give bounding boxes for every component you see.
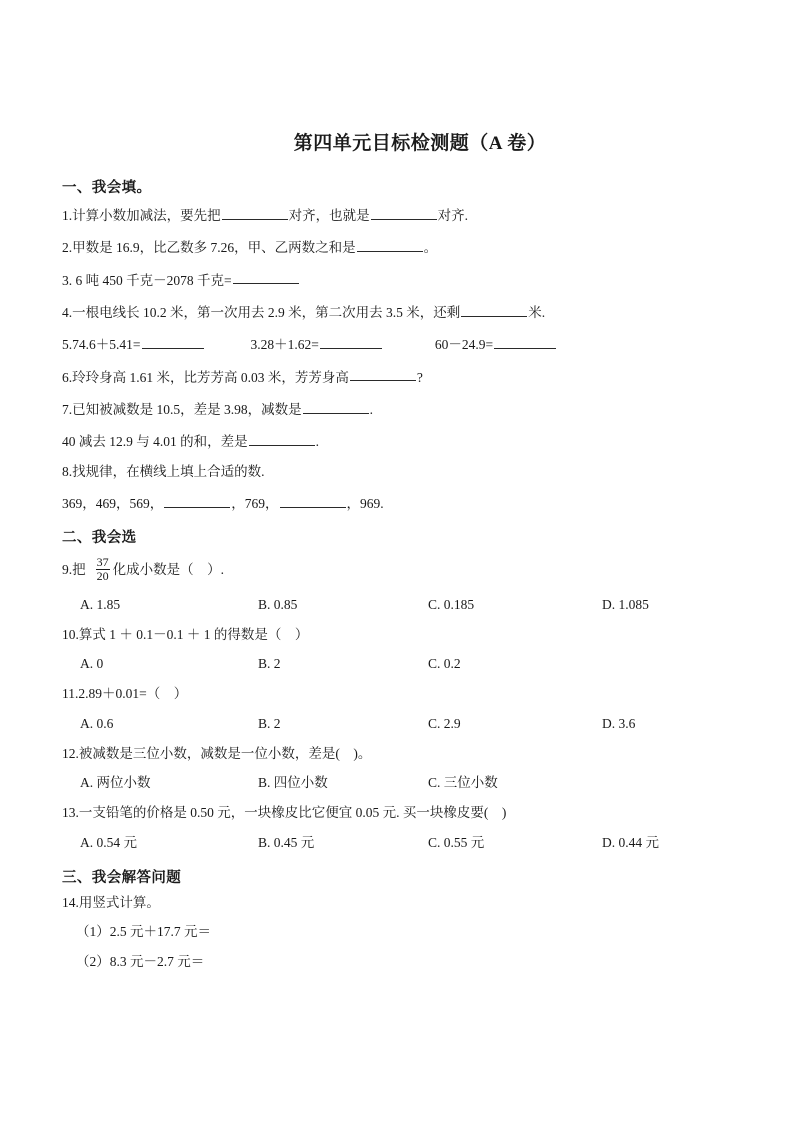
question-5-part3: 60－24.9= <box>434 337 494 353</box>
answer-blank[interactable] <box>280 494 346 508</box>
question-9-suffix: 化成小数是（ ）. <box>112 562 224 578</box>
answer-blank[interactable] <box>164 494 230 508</box>
answer-blank[interactable] <box>303 400 369 414</box>
option-c[interactable]: C. 0.2 <box>428 656 461 672</box>
option-d[interactable]: D. 1.085 <box>602 596 649 612</box>
answer-blank[interactable] <box>350 368 416 382</box>
question-8-text: 8.找规律，在横线上填上合适的数. <box>62 463 265 479</box>
question-8-sequence <box>62 494 752 510</box>
answer-blank[interactable] <box>371 206 437 220</box>
question-8 <box>62 465 752 479</box>
question-6-suffix: ? <box>416 369 423 385</box>
question-7b-text: 40 减去 12.9 与 4.01 的和，差是 <box>62 434 248 449</box>
answer-blank[interactable] <box>357 238 423 252</box>
option-d[interactable]: D. 0.44 元 <box>602 834 659 850</box>
question-12: 12.被减数是三位小数，减数是一位小数，差是( )。 <box>62 745 372 761</box>
question-2-text: 2.甲数是 16.9，比乙数多 7.26，甲、乙两数之和是 <box>62 240 356 256</box>
options-row-q12 <box>62 776 752 791</box>
question-1-suffix: 对齐. <box>437 207 468 223</box>
option-a[interactable]: A. 1.85 <box>80 596 121 612</box>
question-9-prefix: 9.把 <box>62 562 86 578</box>
option-c[interactable]: C. 0.55 元 <box>428 834 485 850</box>
section-heading-fill-in: 一、我会填。 <box>62 180 152 196</box>
answer-blank[interactable] <box>233 271 299 285</box>
answer-blank[interactable] <box>142 335 204 349</box>
question-9 <box>62 556 752 581</box>
section-heading-problem-solving: 三、我会解答问题 <box>62 869 182 886</box>
options-row-q10 <box>62 657 752 672</box>
fraction-numerator: 37 <box>96 555 109 570</box>
question-2-suffix: 。 <box>423 240 438 256</box>
sequence-part1: 369，469，569， <box>62 495 164 511</box>
question-4 <box>62 303 752 319</box>
option-b[interactable]: B. 2 <box>258 656 281 672</box>
question-7b-suffix: . <box>315 434 319 449</box>
sequence-part2: ，769， <box>231 495 279 511</box>
answer-blank[interactable] <box>494 335 556 349</box>
worksheet-body <box>62 176 752 984</box>
question-1-prefix: 1.计算小数加减法，要先把 <box>62 207 221 223</box>
question-6 <box>62 368 752 384</box>
option-c[interactable]: C. 0.185 <box>428 596 475 612</box>
question-13: 13.一支铅笔的价格是 0.50 元，一块橡皮比它便宜 0.05 元. 买一块橡皮要( ) <box>62 805 507 821</box>
page-title: 第四单元目标检测题（A 卷） <box>293 133 547 154</box>
section-heading-multiple-choice: 二、我会选 <box>62 530 137 547</box>
question-14-part-1: （1）2.5 元＋17.7 元＝ <box>76 924 211 940</box>
question-1-mid: 对齐，也就是 <box>288 207 370 223</box>
question-4-suffix: 米. <box>528 304 546 320</box>
question-2 <box>62 238 752 254</box>
option-c[interactable]: C. 2.9 <box>428 715 461 731</box>
fraction-denominator: 20 <box>96 568 109 583</box>
option-a[interactable]: A. 两位小数 <box>80 775 151 791</box>
question-7b <box>62 432 752 448</box>
question-5-part1: 5.74.6＋5.41= <box>62 337 141 353</box>
question-11: 11.2.89＋0.01=（ ） <box>62 686 188 702</box>
option-a[interactable]: A. 0.6 <box>80 715 114 731</box>
fraction-37-20 <box>96 556 110 581</box>
option-d[interactable]: D. 3.6 <box>602 715 636 731</box>
question-5-part2: 3.28＋1.62= <box>250 337 319 353</box>
option-a[interactable]: A. 0 <box>80 656 104 672</box>
answer-blank[interactable] <box>222 206 288 220</box>
option-b[interactable]: B. 2 <box>258 715 281 731</box>
options-row-q11 <box>62 717 752 732</box>
answer-blank[interactable] <box>249 432 315 446</box>
option-b[interactable]: B. 0.45 元 <box>258 834 315 850</box>
options-row-q13 <box>62 836 752 851</box>
option-b[interactable]: B. 0.85 <box>258 596 298 612</box>
question-7 <box>62 400 752 416</box>
question-1 <box>62 206 752 222</box>
question-5 <box>62 335 752 351</box>
options-row-q9 <box>62 598 752 613</box>
question-7-text: 7.已知被减数是 10.5，差是 3.98，减数是 <box>62 401 302 417</box>
option-a[interactable]: A. 0.54 元 <box>80 834 137 850</box>
question-14: 14.用竖式计算。 <box>62 894 160 910</box>
question-6-text: 6.玲玲身高 1.61 米，比芳芳高 0.03 米，芳芳身高 <box>62 369 349 385</box>
option-b[interactable]: B. 四位小数 <box>258 775 328 791</box>
answer-blank[interactable] <box>320 335 382 349</box>
option-c[interactable]: C. 三位小数 <box>428 775 498 791</box>
question-10: 10.算式 1 ＋ 0.1－0.1 ＋ 1 的得数是（ ） <box>62 626 309 642</box>
question-4-text: 4.一根电线长 10.2 米，第一次用去 2.9 米，第二次用去 3.5 米，还剩 <box>62 304 461 320</box>
question-14-part-2: （2）8.3 元－2.7 元＝ <box>76 953 205 969</box>
question-3 <box>62 271 752 287</box>
answer-blank[interactable] <box>461 303 527 317</box>
sequence-part3: ，969. <box>346 495 384 511</box>
question-7-suffix: . <box>369 401 373 417</box>
question-3-text: 3. 6 吨 450 千克－2078 千克= <box>62 272 232 288</box>
